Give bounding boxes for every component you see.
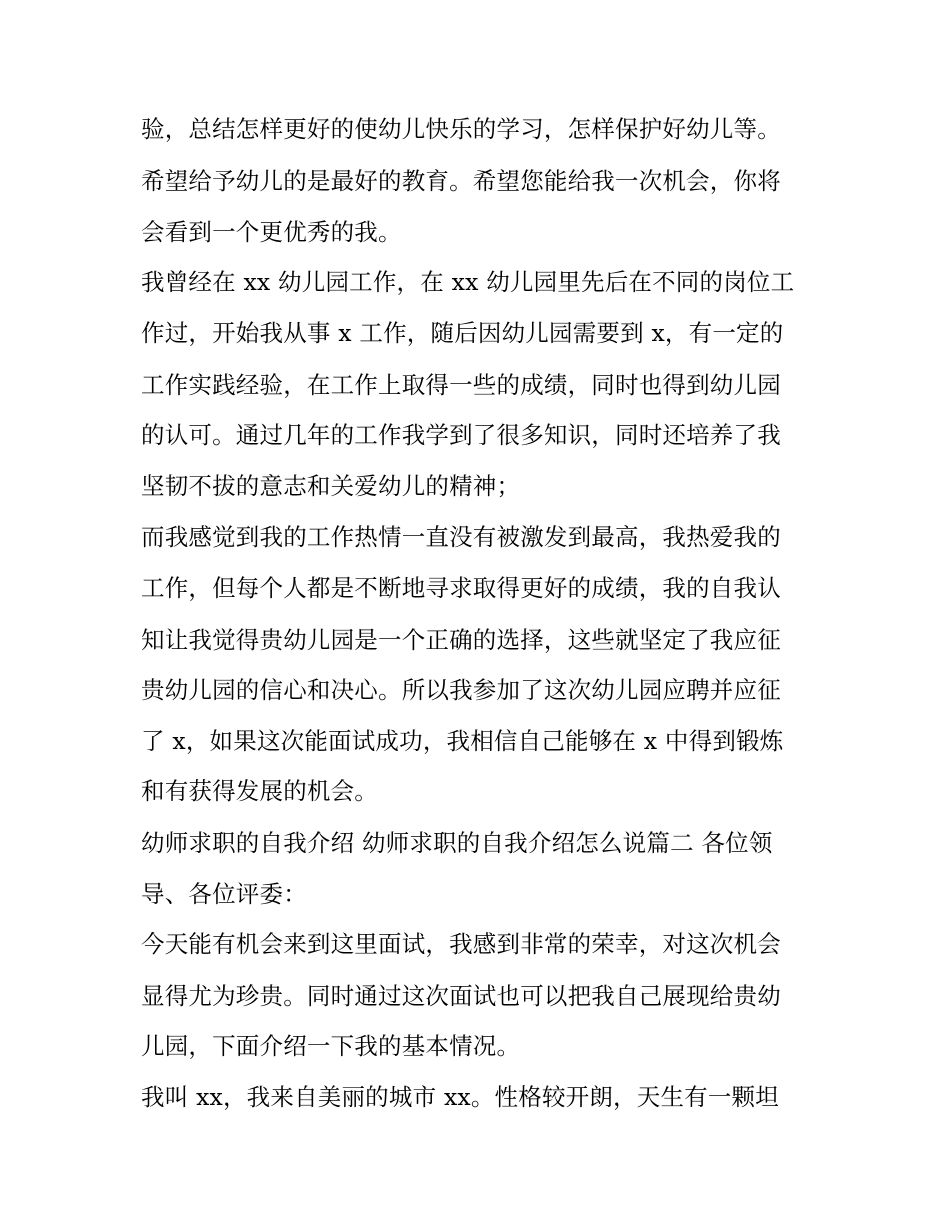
text-line: 知让我觉得贵幼儿园是一个正确的选择，这些就坚定了我应征 [141,626,781,654]
text-line: 导、各位评委： [141,880,307,908]
text-line: 坚韧不拔的意志和关爱幼儿的精神； [141,472,521,500]
text-line: 作过，开始我从事 x 工作，随后因幼儿园需要到 x，有一定的 [141,319,784,347]
text-line: 工作，但每个人都是不断地寻求取得更好的成绩，我的自我认 [141,574,781,602]
text-line: 和有获得发展的机会。 [141,777,378,805]
text-line: 儿园，下面介绍一下我的基本情况。 [141,1032,521,1060]
text-line: 今天能有机会来到这里面试，我感到非常的荣幸，对这次机会 [141,930,781,958]
text-line: 贵幼儿园的信心和决心。所以我参加了这次幼儿园应聘并应征 [141,676,781,704]
text-line: 工作实践经验，在工作上取得一些的成绩，同时也得到幼儿园 [141,371,781,399]
text-line: 验，总结怎样更好的使幼儿快乐的学习，怎样保护好幼儿等。 [141,115,781,143]
text-line: 会看到一个更优秀的我。 [141,218,402,246]
text-line: 希望给予幼儿的是最好的教育。希望您能给我一次机会，你将 [141,167,781,195]
text-line: 而我感觉到我的工作热情一直没有被激发到最高，我热爱我的 [141,523,781,551]
text-line: 的认可。通过几年的工作我学到了很多知识，同时还培养了我 [141,421,781,449]
section-heading-line: 幼师求职的自我介绍 幼师求职的自我介绍怎么说篇二 各位领 [141,829,773,857]
text-line: 显得尤为珍贵。同时通过这次面试也可以把我自己展现给贵幼 [141,982,781,1010]
text-line: 了 x，如果这次能面试成功，我相信自己能够在 x 中得到锻炼 [141,727,784,755]
text-line: 我曾经在 xx 幼儿园工作，在 xx 幼儿园里先后在不同的岗位工 [141,268,795,296]
text-line: 我叫 xx，我来自美丽的城市 xx。性格较开朗，天生有一颗坦 [141,1083,779,1111]
